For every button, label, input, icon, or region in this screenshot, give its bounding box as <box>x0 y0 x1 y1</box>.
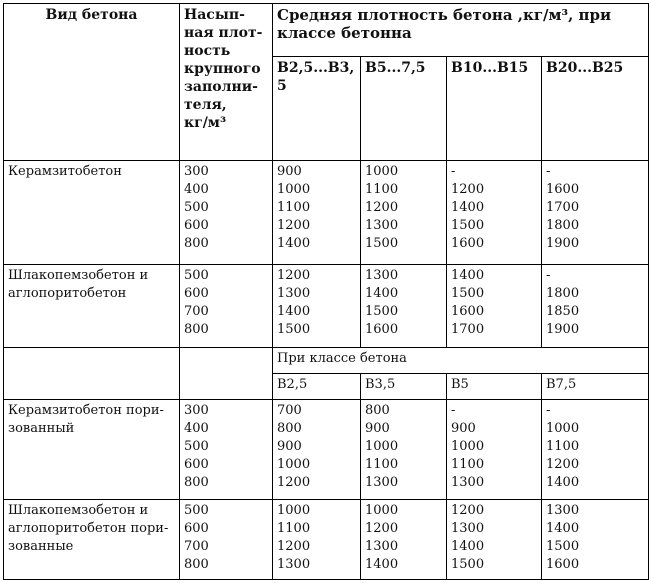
density-values-col-2: 1000 1100 1200 1300 1500 <box>361 161 447 265</box>
fill-values: 500 600 700 800 <box>180 265 273 347</box>
row-name: Шлакопемзобетон и аглопоритобетон <box>4 265 180 347</box>
density-values-col-2: 1300 1400 1500 1600 <box>361 265 447 347</box>
subheader-class-label: При классе бетона <box>273 347 649 373</box>
density-values-col-3: 1400 1500 1600 1700 <box>447 265 542 347</box>
header-concrete-type: Вид бетона <box>4 4 180 161</box>
density-values-col-1: 700 800 900 1000 1200 <box>273 399 361 499</box>
header-average-density: Средняя плотность бетона ,кг/м³, при классе бетонна <box>273 4 649 57</box>
row-name: Керамзитобетон <box>4 161 180 265</box>
table-row <box>4 399 649 499</box>
header-class-col-1: B2,5...B3, 5 <box>273 57 361 161</box>
header-class-col-2: B5...7,5 <box>361 57 447 161</box>
density-values-col-2: 1000 1200 1300 1400 <box>361 499 447 579</box>
header-class-col-3: B10...B15 <box>447 57 542 161</box>
header-class-col-4: B20...B25 <box>542 57 649 161</box>
density-values-col-4: - 1000 1100 1200 1400 <box>542 399 649 499</box>
row-name: Керамзитобетон пори- зованный <box>4 399 180 499</box>
subheader-class-3: B5 <box>447 373 542 399</box>
density-values-col-1: 1200 1300 1400 1500 <box>273 265 361 347</box>
header-bulk-density: Насып- ная плот- ность крупного заполни- теля, кг/м³ <box>180 4 273 161</box>
table-row <box>4 265 649 347</box>
subheader-empty-cell <box>180 347 273 399</box>
fill-values: 300 400 500 600 800 <box>180 161 273 265</box>
fill-values: 300 400 500 600 800 <box>180 399 273 499</box>
subheader-empty-cell <box>4 347 180 399</box>
concrete-density-table <box>3 3 649 580</box>
density-values-col-3: - 900 1000 1100 1300 <box>447 399 542 499</box>
subheader-class-2: B3,5 <box>361 373 447 399</box>
subheader-class-1: B2,5 <box>273 373 361 399</box>
row-name: Шлакопемзобетон и аглопоритобетон пори- зованные <box>4 499 180 579</box>
subheader-class-4: B7,5 <box>542 373 649 399</box>
density-values-col-1: 1000 1100 1200 1300 <box>273 499 361 579</box>
density-values-col-2: 800 900 1000 1100 1300 <box>361 399 447 499</box>
density-values-col-4: - 1600 1700 1800 1900 <box>542 161 649 265</box>
density-values-col-4: - 1800 1850 1900 <box>542 265 649 347</box>
density-values-col-3: - 1200 1400 1500 1600 <box>447 161 542 265</box>
density-values-col-1: 900 1000 1100 1200 1400 <box>273 161 361 265</box>
density-values-col-3: 1200 1300 1400 1500 <box>447 499 542 579</box>
fill-values: 500 600 700 800 <box>180 499 273 579</box>
table-row <box>4 499 649 579</box>
density-values-col-4: 1300 1400 1500 1600 <box>542 499 649 579</box>
table-row <box>4 161 649 265</box>
